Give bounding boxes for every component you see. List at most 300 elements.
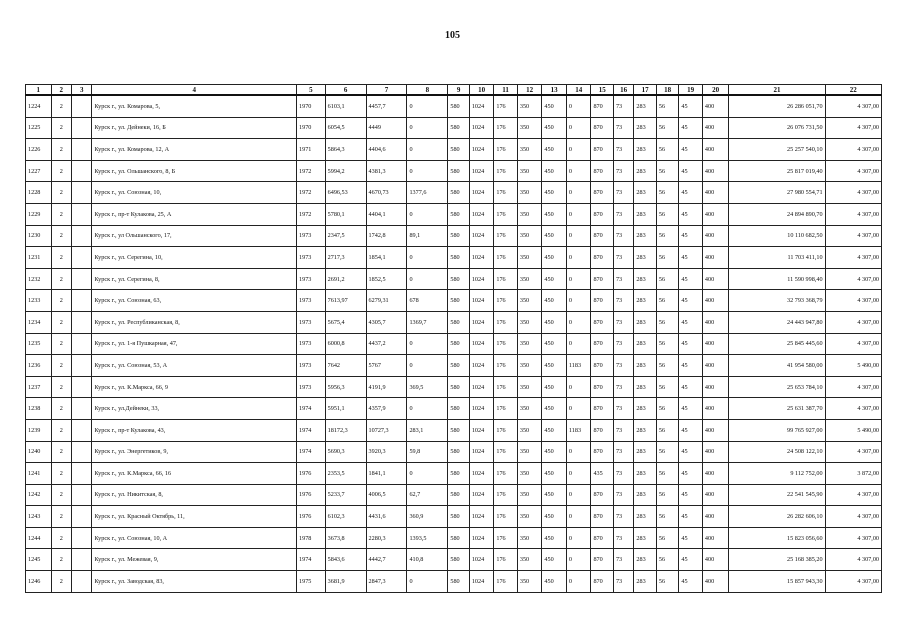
table-cell-col-10: 1024 xyxy=(469,268,494,290)
table-cell-col-8: 369,5 xyxy=(407,376,448,398)
table-cell-col-18: 56 xyxy=(656,571,678,593)
table-cell-col-8: 1393,5 xyxy=(407,527,448,549)
table-cell-col-22: 4 307,00 xyxy=(825,117,881,139)
table-cell-col-14: 0 xyxy=(566,182,591,204)
table-cell-col-18: 56 xyxy=(656,225,678,247)
table-cell-col-3 xyxy=(72,268,92,290)
table-cell-col-4: Курск г., ул. Серегина, 8, xyxy=(92,268,297,290)
table-cell-col-12: 350 xyxy=(517,203,542,225)
table-cell-col-15: 870 xyxy=(591,311,613,333)
table-cell-col-16: 73 xyxy=(613,463,633,485)
table-cell-col-16: 73 xyxy=(613,549,633,571)
table-cell-col-22: 4 307,00 xyxy=(825,549,881,571)
table-cell-col-1: 1231 xyxy=(26,247,52,269)
table-cell-col-22: 5 490,00 xyxy=(825,419,881,441)
column-header-19: 19 xyxy=(679,85,703,96)
table-cell-col-17: 283 xyxy=(634,571,656,593)
table-cell-col-19: 45 xyxy=(679,398,703,420)
table-row xyxy=(26,290,882,312)
table-cell-col-12: 350 xyxy=(517,117,542,139)
table-cell-col-5: 1974 xyxy=(297,419,326,441)
table-row xyxy=(26,333,882,355)
column-header-5: 5 xyxy=(297,85,326,96)
table-cell-col-18: 56 xyxy=(656,506,678,528)
table-cell-col-13: 450 xyxy=(542,506,567,528)
table-cell-col-2: 2 xyxy=(51,463,71,485)
table-cell-col-19: 45 xyxy=(679,463,703,485)
table-cell-col-14: 0 xyxy=(566,160,591,182)
table-cell-col-15: 870 xyxy=(591,247,613,269)
table-cell-col-19: 45 xyxy=(679,182,703,204)
table-cell-col-12: 350 xyxy=(517,376,542,398)
table-cell-col-9: 580 xyxy=(448,484,469,506)
table-cell-col-10: 1024 xyxy=(469,549,494,571)
table-cell-col-10: 1024 xyxy=(469,419,494,441)
table-cell-col-6: 5951,1 xyxy=(325,398,366,420)
table-cell-col-3 xyxy=(72,247,92,269)
table-cell-col-5: 1974 xyxy=(297,398,326,420)
table-cell-col-16: 73 xyxy=(613,571,633,593)
table-cell-col-21: 26 076 731,50 xyxy=(729,117,825,139)
table-cell-col-21: 24 508 122,10 xyxy=(729,441,825,463)
table-cell-col-2: 2 xyxy=(51,549,71,571)
table-cell-col-6: 6103,1 xyxy=(325,95,366,117)
table-cell-col-1: 1237 xyxy=(26,376,52,398)
table-cell-col-4: Курск г., ул Ольшанского, 17, xyxy=(92,225,297,247)
table-cell-col-15: 870 xyxy=(591,484,613,506)
table-cell-col-14: 1183 xyxy=(566,355,591,377)
table-cell-col-1: 1241 xyxy=(26,463,52,485)
table-cell-col-5: 1973 xyxy=(297,311,326,333)
table-cell-col-15: 870 xyxy=(591,160,613,182)
table-cell-col-17: 283 xyxy=(634,311,656,333)
table-cell-col-3 xyxy=(72,333,92,355)
table-cell-col-4: Курск г., ул. Союзная, 53, А xyxy=(92,355,297,377)
table-cell-col-8: 0 xyxy=(407,117,448,139)
table-cell-col-15: 870 xyxy=(591,203,613,225)
table-cell-col-20: 400 xyxy=(702,225,729,247)
table-cell-col-11: 176 xyxy=(494,95,518,117)
table-cell-col-10: 1024 xyxy=(469,311,494,333)
table-cell-col-20: 400 xyxy=(702,95,729,117)
table-cell-col-20: 400 xyxy=(702,376,729,398)
table-cell-col-11: 176 xyxy=(494,268,518,290)
table-cell-col-6: 5864,3 xyxy=(325,139,366,161)
table-cell-col-5: 1974 xyxy=(297,549,326,571)
table-cell-col-13: 450 xyxy=(542,139,567,161)
table-cell-col-3 xyxy=(72,139,92,161)
table-cell-col-9: 580 xyxy=(448,506,469,528)
column-header-18: 18 xyxy=(656,85,678,96)
table-cell-col-9: 580 xyxy=(448,419,469,441)
table-cell-col-3 xyxy=(72,182,92,204)
table-cell-col-5: 1973 xyxy=(297,355,326,377)
table-cell-col-10: 1024 xyxy=(469,247,494,269)
table-cell-col-19: 45 xyxy=(679,268,703,290)
table-cell-col-15: 870 xyxy=(591,527,613,549)
table-cell-col-2: 2 xyxy=(51,203,71,225)
table-cell-col-11: 176 xyxy=(494,571,518,593)
table-cell-col-21: 15 857 943,30 xyxy=(729,571,825,593)
table-cell-col-15: 870 xyxy=(591,441,613,463)
table-cell-col-1: 1243 xyxy=(26,506,52,528)
table-cell-col-15: 870 xyxy=(591,355,613,377)
table-cell-col-9: 580 xyxy=(448,160,469,182)
table-cell-col-7: 4404,6 xyxy=(366,139,407,161)
table-cell-col-22: 4 307,00 xyxy=(825,506,881,528)
table-cell-col-4: Курск г., ул. К.Маркса, 66, 16 xyxy=(92,463,297,485)
table-cell-col-17: 283 xyxy=(634,333,656,355)
table-cell-col-19: 45 xyxy=(679,160,703,182)
table-cell-col-13: 450 xyxy=(542,247,567,269)
table-cell-col-15: 870 xyxy=(591,549,613,571)
table-cell-col-9: 580 xyxy=(448,398,469,420)
table-cell-col-2: 2 xyxy=(51,311,71,333)
table-cell-col-13: 450 xyxy=(542,95,567,117)
table-cell-col-1: 1229 xyxy=(26,203,52,225)
table-cell-col-9: 580 xyxy=(448,95,469,117)
table-cell-col-6: 5956,3 xyxy=(325,376,366,398)
table-row xyxy=(26,203,882,225)
table-cell-col-12: 350 xyxy=(517,355,542,377)
table-cell-col-20: 400 xyxy=(702,549,729,571)
column-header-7: 7 xyxy=(366,85,407,96)
table-cell-col-18: 56 xyxy=(656,463,678,485)
table-cell-col-15: 870 xyxy=(591,571,613,593)
table-cell-col-4: Курск г., ул. Никитская, 8, xyxy=(92,484,297,506)
table-cell-col-19: 45 xyxy=(679,247,703,269)
table-cell-col-20: 400 xyxy=(702,398,729,420)
table-cell-col-16: 73 xyxy=(613,527,633,549)
table-cell-col-15: 870 xyxy=(591,419,613,441)
table-cell-col-6: 2717,3 xyxy=(325,247,366,269)
table-cell-col-7: 2847,3 xyxy=(366,571,407,593)
table-cell-col-21: 25 817 019,40 xyxy=(729,160,825,182)
table-cell-col-19: 45 xyxy=(679,355,703,377)
table-cell-col-5: 1972 xyxy=(297,160,326,182)
table-cell-col-22: 3 872,00 xyxy=(825,463,881,485)
table-cell-col-8: 1377,6 xyxy=(407,182,448,204)
table-cell-col-16: 73 xyxy=(613,441,633,463)
table-cell-col-5: 1973 xyxy=(297,268,326,290)
table-cell-col-4: Курск г., ул.Дейнеки, 33, xyxy=(92,398,297,420)
table-cell-col-16: 73 xyxy=(613,506,633,528)
table-cell-col-21: 10 110 682,50 xyxy=(729,225,825,247)
table-cell-col-17: 283 xyxy=(634,527,656,549)
table-cell-col-5: 1973 xyxy=(297,333,326,355)
column-header-4: 4 xyxy=(92,85,297,96)
table-cell-col-7: 6279,31 xyxy=(366,290,407,312)
table-cell-col-1: 1242 xyxy=(26,484,52,506)
table-cell-col-1: 1234 xyxy=(26,311,52,333)
table-cell-col-18: 56 xyxy=(656,527,678,549)
table-cell-col-17: 283 xyxy=(634,247,656,269)
table-cell-col-7: 4191,9 xyxy=(366,376,407,398)
column-header-9: 9 xyxy=(448,85,469,96)
table-cell-col-21: 25 653 784,10 xyxy=(729,376,825,398)
table-cell-col-22: 4 307,00 xyxy=(825,95,881,117)
table-cell-col-7: 1841,1 xyxy=(366,463,407,485)
table-cell-col-21: 25 631 387,70 xyxy=(729,398,825,420)
table-cell-col-15: 870 xyxy=(591,333,613,355)
table-cell-col-21: 26 286 051,70 xyxy=(729,95,825,117)
table-cell-col-14: 0 xyxy=(566,117,591,139)
table-cell-col-4: Курск г., ул. Серегина, 10, xyxy=(92,247,297,269)
table-cell-col-18: 56 xyxy=(656,376,678,398)
table-cell-col-6: 3673,8 xyxy=(325,527,366,549)
table-cell-col-3 xyxy=(72,419,92,441)
table-row xyxy=(26,376,882,398)
table-cell-col-12: 350 xyxy=(517,139,542,161)
table-cell-col-13: 450 xyxy=(542,484,567,506)
table-cell-col-19: 45 xyxy=(679,225,703,247)
table-cell-col-3 xyxy=(72,203,92,225)
table-cell-col-21: 25 168 385,20 xyxy=(729,549,825,571)
table-cell-col-4: Курск г., ул. Союзная, 63, xyxy=(92,290,297,312)
table-cell-col-2: 2 xyxy=(51,247,71,269)
table-row xyxy=(26,527,882,549)
table-cell-col-6: 6000,8 xyxy=(325,333,366,355)
table-cell-col-13: 450 xyxy=(542,225,567,247)
table-cell-col-4: Курск г., ул. Энергетиков, 9, xyxy=(92,441,297,463)
table-cell-col-8: 678 xyxy=(407,290,448,312)
table-cell-col-21: 25 257 540,10 xyxy=(729,139,825,161)
table-cell-col-13: 450 xyxy=(542,160,567,182)
table-cell-col-7: 4431,6 xyxy=(366,506,407,528)
table-cell-col-8: 89,1 xyxy=(407,225,448,247)
table-cell-col-7: 1852,5 xyxy=(366,268,407,290)
table-cell-col-12: 350 xyxy=(517,463,542,485)
table-cell-col-2: 2 xyxy=(51,571,71,593)
table-cell-col-15: 870 xyxy=(591,225,613,247)
table-cell-col-18: 56 xyxy=(656,247,678,269)
table-cell-col-20: 400 xyxy=(702,441,729,463)
table-cell-col-3 xyxy=(72,355,92,377)
table-cell-col-10: 1024 xyxy=(469,160,494,182)
table-cell-col-12: 350 xyxy=(517,182,542,204)
table-cell-col-4: Курск г., пр-т Кулакова, 43, xyxy=(92,419,297,441)
table-cell-col-21: 22 541 545,90 xyxy=(729,484,825,506)
table-cell-col-18: 56 xyxy=(656,268,678,290)
table-cell-col-18: 56 xyxy=(656,95,678,117)
table-row xyxy=(26,506,882,528)
table-cell-col-1: 1225 xyxy=(26,117,52,139)
table-cell-col-8: 0 xyxy=(407,398,448,420)
table-cell-col-2: 2 xyxy=(51,376,71,398)
table-cell-col-16: 73 xyxy=(613,333,633,355)
table-cell-col-12: 350 xyxy=(517,268,542,290)
table-cell-col-17: 283 xyxy=(634,95,656,117)
table-cell-col-22: 4 307,00 xyxy=(825,376,881,398)
table-cell-col-2: 2 xyxy=(51,398,71,420)
table-cell-col-10: 1024 xyxy=(469,117,494,139)
table-cell-col-7: 4381,3 xyxy=(366,160,407,182)
table-cell-col-13: 450 xyxy=(542,290,567,312)
table-cell-col-11: 176 xyxy=(494,311,518,333)
table-cell-col-21: 24 894 890,70 xyxy=(729,203,825,225)
table-cell-col-6: 7613,97 xyxy=(325,290,366,312)
table-cell-col-19: 45 xyxy=(679,95,703,117)
table-cell-col-8: 360,9 xyxy=(407,506,448,528)
table-cell-col-10: 1024 xyxy=(469,441,494,463)
table-cell-col-12: 350 xyxy=(517,225,542,247)
table-cell-col-3 xyxy=(72,441,92,463)
table-cell-col-10: 1024 xyxy=(469,376,494,398)
table-cell-col-10: 1024 xyxy=(469,203,494,225)
table-cell-col-9: 580 xyxy=(448,225,469,247)
table-cell-col-11: 176 xyxy=(494,203,518,225)
table-cell-col-10: 1024 xyxy=(469,290,494,312)
table-cell-col-14: 0 xyxy=(566,139,591,161)
table-cell-col-20: 400 xyxy=(702,139,729,161)
table-cell-col-11: 176 xyxy=(494,527,518,549)
table-cell-col-16: 73 xyxy=(613,160,633,182)
table-cell-col-13: 450 xyxy=(542,419,567,441)
table-cell-col-20: 400 xyxy=(702,419,729,441)
table-cell-col-3 xyxy=(72,506,92,528)
column-header-17: 17 xyxy=(634,85,656,96)
table-cell-col-11: 176 xyxy=(494,463,518,485)
table-row xyxy=(26,247,882,269)
table-row xyxy=(26,225,882,247)
table-cell-col-20: 400 xyxy=(702,506,729,528)
table-cell-col-6: 2353,5 xyxy=(325,463,366,485)
table-cell-col-2: 2 xyxy=(51,419,71,441)
table-cell-col-20: 400 xyxy=(702,160,729,182)
table-cell-col-12: 350 xyxy=(517,333,542,355)
table-cell-col-20: 400 xyxy=(702,290,729,312)
table-cell-col-21: 11 590 998,40 xyxy=(729,268,825,290)
table-cell-col-16: 73 xyxy=(613,225,633,247)
table-cell-col-11: 176 xyxy=(494,441,518,463)
table-cell-col-3 xyxy=(72,95,92,117)
table-cell-col-21: 26 282 606,10 xyxy=(729,506,825,528)
table-cell-col-7: 4404,1 xyxy=(366,203,407,225)
table-cell-col-15: 870 xyxy=(591,398,613,420)
table-cell-col-6: 2691,2 xyxy=(325,268,366,290)
table-cell-col-13: 450 xyxy=(542,355,567,377)
table-cell-col-2: 2 xyxy=(51,527,71,549)
table-cell-col-13: 450 xyxy=(542,333,567,355)
table-cell-col-2: 2 xyxy=(51,225,71,247)
table-cell-col-15: 870 xyxy=(591,376,613,398)
table-cell-col-9: 580 xyxy=(448,203,469,225)
table-row xyxy=(26,571,882,593)
table-cell-col-19: 45 xyxy=(679,484,703,506)
table-cell-col-6: 5690,3 xyxy=(325,441,366,463)
table-cell-col-1: 1227 xyxy=(26,160,52,182)
table-cell-col-14: 0 xyxy=(566,95,591,117)
table-cell-col-17: 283 xyxy=(634,398,656,420)
table-cell-col-6: 2347,5 xyxy=(325,225,366,247)
table-cell-col-8: 0 xyxy=(407,571,448,593)
table-cell-col-2: 2 xyxy=(51,160,71,182)
table-cell-col-1: 1244 xyxy=(26,527,52,549)
table-cell-col-17: 283 xyxy=(634,484,656,506)
table-cell-col-18: 56 xyxy=(656,203,678,225)
table-cell-col-21: 15 823 056,60 xyxy=(729,527,825,549)
table-cell-col-22: 4 307,00 xyxy=(825,182,881,204)
table-cell-col-14: 0 xyxy=(566,506,591,528)
table-cell-col-3 xyxy=(72,311,92,333)
table-cell-col-14: 0 xyxy=(566,290,591,312)
table-cell-col-11: 176 xyxy=(494,376,518,398)
table-cell-col-12: 350 xyxy=(517,290,542,312)
table-cell-col-15: 870 xyxy=(591,117,613,139)
column-header-2: 2 xyxy=(51,85,71,96)
table-cell-col-14: 0 xyxy=(566,376,591,398)
table-cell-col-9: 580 xyxy=(448,290,469,312)
table-cell-col-5: 1976 xyxy=(297,463,326,485)
table-cell-col-22: 4 307,00 xyxy=(825,268,881,290)
table-cell-col-17: 283 xyxy=(634,225,656,247)
table-cell-col-9: 580 xyxy=(448,333,469,355)
table-cell-col-19: 45 xyxy=(679,571,703,593)
table-cell-col-16: 73 xyxy=(613,355,633,377)
table-cell-col-7: 2280,3 xyxy=(366,527,407,549)
table-cell-col-10: 1024 xyxy=(469,463,494,485)
table-cell-col-22: 4 307,00 xyxy=(825,247,881,269)
table-cell-col-10: 1024 xyxy=(469,571,494,593)
table-cell-col-14: 0 xyxy=(566,463,591,485)
table-cell-col-22: 4 307,00 xyxy=(825,203,881,225)
table-cell-col-20: 400 xyxy=(702,571,729,593)
table-cell-col-22: 4 307,00 xyxy=(825,311,881,333)
table-cell-col-12: 350 xyxy=(517,484,542,506)
table-cell-col-16: 73 xyxy=(613,376,633,398)
table-row xyxy=(26,398,882,420)
column-header-10: 10 xyxy=(469,85,494,96)
table-cell-col-11: 176 xyxy=(494,182,518,204)
table-cell-col-22: 4 307,00 xyxy=(825,225,881,247)
table-cell-col-22: 4 307,00 xyxy=(825,441,881,463)
table-cell-col-14: 0 xyxy=(566,203,591,225)
table-cell-col-8: 59,8 xyxy=(407,441,448,463)
table-cell-col-14: 0 xyxy=(566,549,591,571)
table-cell-col-10: 1024 xyxy=(469,355,494,377)
table-cell-col-5: 1978 xyxy=(297,527,326,549)
table-cell-col-1: 1235 xyxy=(26,333,52,355)
table-cell-col-19: 45 xyxy=(679,117,703,139)
table-cell-col-1: 1236 xyxy=(26,355,52,377)
table-cell-col-7: 4006,5 xyxy=(366,484,407,506)
table-cell-col-17: 283 xyxy=(634,203,656,225)
table-cell-col-4: Курск г., пр-т Кулакова, 25, А xyxy=(92,203,297,225)
table-cell-col-4: Курск г., ул. Ольшанского, 8, Б xyxy=(92,160,297,182)
table-cell-col-19: 45 xyxy=(679,139,703,161)
table-cell-col-3 xyxy=(72,117,92,139)
table-cell-col-4: Курск г., ул. Союзная, 10, А xyxy=(92,527,297,549)
table-cell-col-9: 580 xyxy=(448,117,469,139)
table-cell-col-18: 56 xyxy=(656,441,678,463)
table-cell-col-17: 283 xyxy=(634,441,656,463)
table-cell-col-3 xyxy=(72,225,92,247)
table-cell-col-14: 1183 xyxy=(566,419,591,441)
table-cell-col-5: 1970 xyxy=(297,117,326,139)
table-cell-col-12: 350 xyxy=(517,571,542,593)
table-cell-col-7: 4457,7 xyxy=(366,95,407,117)
table-cell-col-1: 1240 xyxy=(26,441,52,463)
table-cell-col-22: 4 307,00 xyxy=(825,398,881,420)
table-cell-col-9: 580 xyxy=(448,247,469,269)
table-cell-col-19: 45 xyxy=(679,419,703,441)
table-cell-col-6: 5233,7 xyxy=(325,484,366,506)
table-cell-col-17: 283 xyxy=(634,419,656,441)
table-cell-col-7: 5767 xyxy=(366,355,407,377)
table-cell-col-19: 45 xyxy=(679,311,703,333)
table-cell-col-22: 4 307,00 xyxy=(825,139,881,161)
column-header-3: 3 xyxy=(72,85,92,96)
